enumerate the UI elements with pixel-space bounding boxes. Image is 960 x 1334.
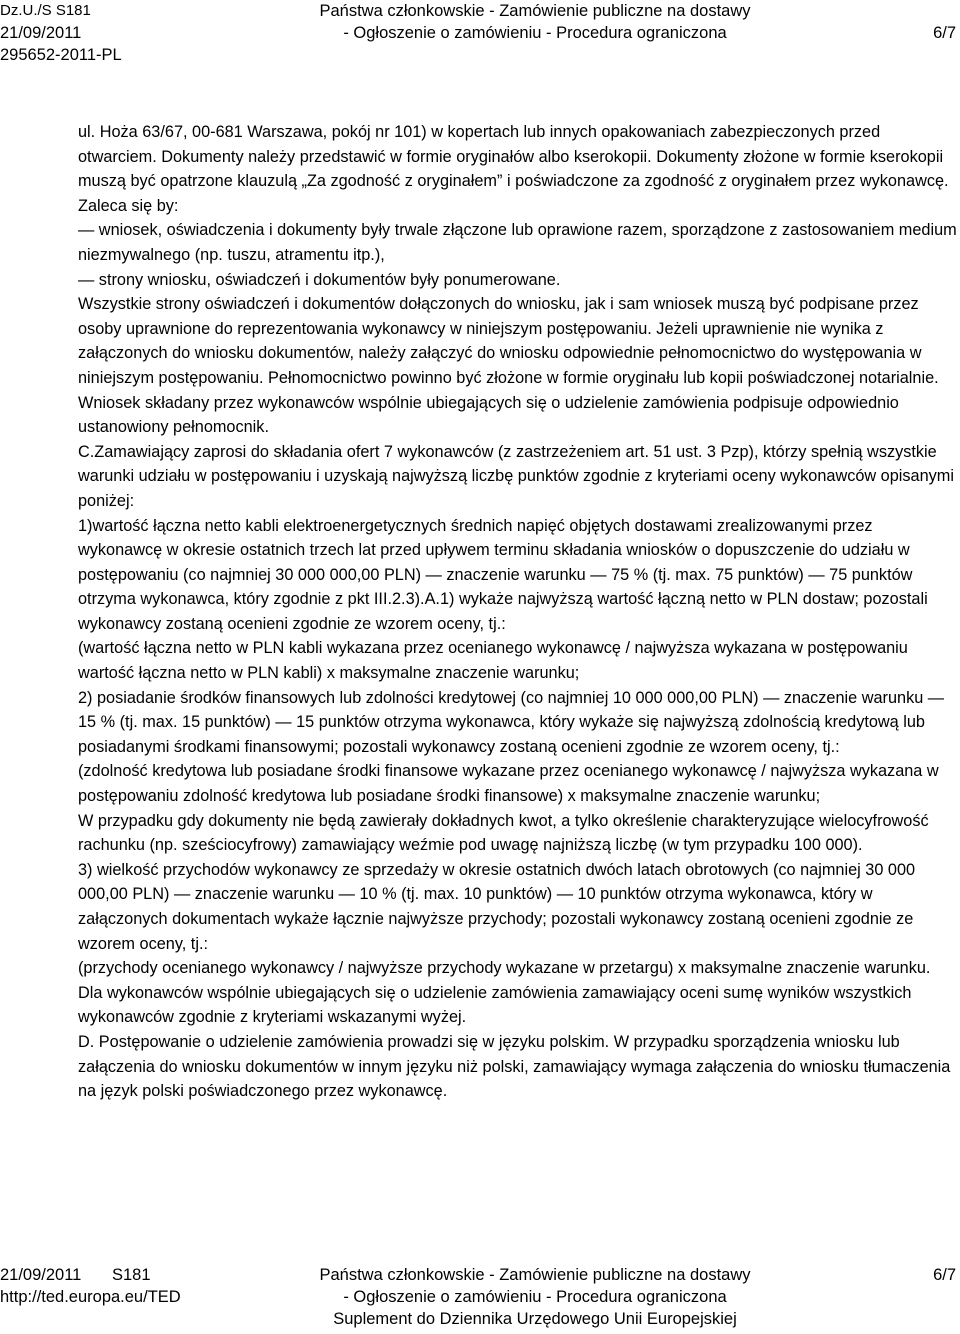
paragraph-9: (zdolność kredytowa lub posiadane środki finansowe wykazane przez ocenianego wykonawcę / najwyższa wykazana w postępowaniu zdolność kredytowa lub posiadane środki finansowe) x maksymalne znaczenie warunku; <box>78 762 939 806</box>
paragraph-12: (przychody ocenianego wykonawcy / najwyższe przychody wykazane w przetargu) x maksymalne znaczenie warunku. <box>78 959 931 978</box>
header-title-line1: Państwa członkowskie - Zamówienie publiczne na dostawy <box>319 2 751 20</box>
paragraph-10: W przypadku gdy dokumenty nie będą zawierały dokładnych kwot, a tylko określenie charakteryzujące wielocyfrowość rachunku (np. sześciocyfrowy) zamawiający weźmie pod uwagę najniższą liczbę (w tym przypadku 100 000). <box>78 811 929 855</box>
paragraph-3: — strony wniosku, oświadczeń i dokumentów były ponumerowane. <box>78 270 561 289</box>
paragraph-14: D. Postępowanie o udzielenie zamówienia prowadzi się w języku polskim. W przypadku sporządzenia wniosku lub załączenia do wniosku dokumentów w innym języku niż polski, zamawiający wymaga załączenia do wniosku tłumaczenia na język polski poświadczonego przez wykonawcę. <box>78 1032 951 1101</box>
header-title-line2: - Ogłoszenie o zamówieniu - Procedura ograniczona <box>343 24 727 42</box>
footer-url: http://ted.europa.eu/TED <box>0 1288 181 1306</box>
paragraph-13: Dla wykonawców wspólnie ubiegających się o udzielenie zamówienia zamawiający oceni sumę wyników wszystkich wykonawców zgodnie z kryteriami wskazanymi wyżej. <box>78 983 912 1027</box>
footer-date: 21/09/2011 <box>0 1266 82 1284</box>
footer-series: S181 <box>112 1266 151 1284</box>
notice-reference: 295652-2011-PL <box>0 46 122 64</box>
header-date: 21/09/2011 <box>0 24 82 42</box>
header-page-number: 6/7 <box>933 24 956 42</box>
footer-title-line1: Państwa członkowskie - Zamówienie publiczne na dostawy <box>319 1266 751 1284</box>
paragraph-4: Wszystkie strony oświadczeń i dokumentów dołączonych do wniosku, jak i sam wniosek muszą być podpisane przez osoby uprawnione do reprezentowania wykonawcy w niniejszym postępowaniu. Jeżeli uprawnienie nie wynika z załączonych do wniosku dokumentów, należy załączyć do wniosku odpowiednie pełnomocnictwo do występowania w niniejszym postępowaniu. Pełnomocnictwo powinno być złożone w formie oryginału lub kopii poświadczonej notarialnie. Wniosek składany przez wykonawców wspólnie ubiegających się o udzielenie zamówienia podpisuje odpowiednio ustanowiony pełnomocnik. <box>78 295 939 437</box>
document-body <box>78 120 960 1104</box>
footer-title <box>300 1264 770 1330</box>
footer-title-line2: - Ogłoszenie o zamówieniu - Procedura ograniczona <box>343 1288 727 1306</box>
header-left <box>0 0 220 66</box>
paragraph-5: C.Zamawiający zaprosi do składania ofert 7 wykonawców (z zastrzeżeniem art. 51 ust. 3 Pzp), którzy spełnią wszystkie warunki udziału w postępowaniu i uzyskają najwyższą liczbę punktów zgodnie z kryteriami oceny wykonawców opisanymi poniżej: <box>78 442 954 510</box>
header-title <box>300 0 770 44</box>
paragraph-11: 3) wielkość przychodów wykonawcy ze sprzedaży w okresie ostatnich dwóch latach obrotowych (co najmniej 30 000 000,00 PLN) — znaczenie warunku — 10 % (tj. max. 10 punktów) — 10 punktów otrzyma wykonawca, który w załączonych dokumentach wykaże łącznie najwyższe przychody; pozostali wykonawcy zostaną ocenieni zgodnie ze wzorem oceny, tj.: <box>78 860 916 953</box>
paragraph-1: ul. Hoża 63/67, 00-681 Warszawa, pokój nr 101) w kopertach lub innych opakowaniach zabezpieczonych przed otwarciem. Dokumenty należy przedstawić w formie oryginałów albo kserokopii. Dokumenty złożone w formie kserokopii muszą być opatrzone klauzulą „Za zgodność z oryginałem” i poświadczone za zgodność z oryginałem przez wykonawcę. Zaleca się by: <box>78 123 949 215</box>
paragraph-6: 1)wartość łączna netto kabli elektroenergetycznych średnich napięć objętych dostawami zrealizowanymi przez wykonawcę w okresie ostatnich trzech lat przed upływem terminu składania wniosków o dopuszczenie do udziału w postępowaniu (co najmniej 30 000 000,00 PLN) — znaczenie warunku — 75 % (tj. max. 75 punktów) — 75 punktów otrzyma wykonawca, który zgodnie z pkt III.2.3).A.1) wykaże najwyższą wartość łączną netto w PLN dostaw; pozostali wykonawcy zostaną ocenieni zgodnie ze wzorem oceny, tj.: <box>78 516 928 633</box>
paragraph-7: (wartość łączna netto w PLN kabli wykazana przez ocenianego wykonawcę / najwyższa wykazana w postępowaniu wartość łączna netto w PLN kabli) x maksymalne znaczenie warunku; <box>78 639 908 683</box>
paragraph-8: 2) posiadanie środków finansowych lub zdolności kredytowej (co najmniej 10 000 000,00 PLN) — znaczenie warunku — 15 % (tj. max. 15 punktów) — 15 punktów otrzyma wykonawca, który wykaże się najwyższą zdolnością kredytową lub posiadanymi środkami finansowymi; pozostali wykonawcy zostaną ocenieni zgodnie ze wzorem oceny, tj.: <box>78 688 945 756</box>
footer-left <box>0 1264 181 1308</box>
paragraph-2: — wniosek, oświadczenia i dokumenty były trwale złączone lub oprawione razem, sporządzone z zastosowaniem medium niezmywalnego (np. tuszu, atramentu itp.), <box>78 221 957 264</box>
journal-reference: Dz.U./S S181 <box>0 2 91 19</box>
footer-page-number: 6/7 <box>933 1266 956 1284</box>
footer-title-line3: Suplement do Dziennika Urzędowego Unii Europejskiej <box>333 1310 737 1328</box>
